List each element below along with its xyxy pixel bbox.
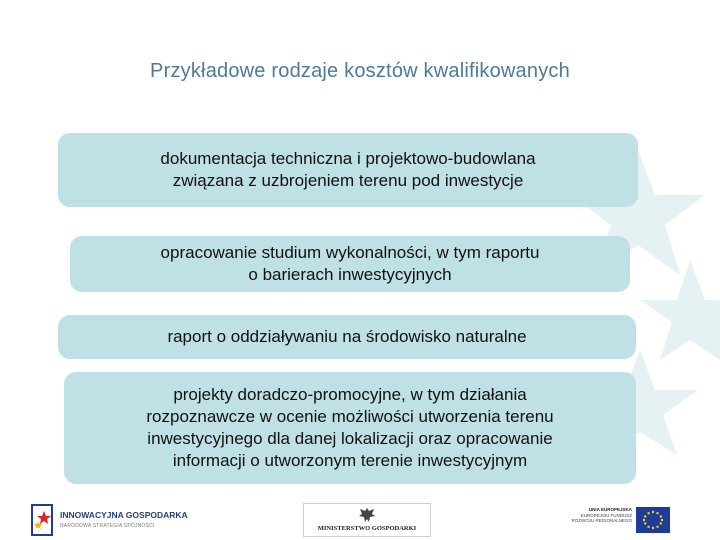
eu-logo-line2: EUROPEJSKI FUNDUSZ	[580, 512, 632, 518]
cost-item-text: raport o oddziaływaniu na środowisko naturalne	[167, 327, 527, 346]
cost-item-text: dokumentacja techniczna i projektowo-budowlana związana z uzbrojeniem terenu pod inwestycje	[160, 149, 536, 190]
ig-logo-subtitle: NARODOWA STRATEGIA SPÓJNOŚCI	[60, 523, 155, 529]
cost-item-technical-documentation	[58, 133, 638, 207]
cost-item-environmental-report	[58, 315, 636, 359]
eagle-emblem-icon	[357, 506, 377, 524]
eu-logo-line3: ROZWOJU REGIONALNEGO	[571, 518, 632, 523]
cost-item-text: opracowanie studium wykonalności, w tym raportu o barierach inwestycyjnych	[160, 243, 540, 284]
page-title: Przykładowe rodzaje kosztów kwalifikowanych	[150, 60, 570, 82]
eu-flag-icon	[636, 507, 670, 533]
ig-emblem-icon	[30, 503, 56, 537]
eu-logo-line1: UNIA EUROPEJSKA	[588, 507, 632, 512]
eu-logo-text	[570, 507, 632, 524]
cost-item-feasibility-study	[70, 236, 630, 292]
cost-item-text: projekty doradczo-promocyjne, w tym działania rozpoznawcze w ocenie możliwości utworzenia terenu inwestycyjnego dla danej lokalizacji oraz opracowanie informacji o utworzonym terenie inwestycyjnym	[146, 385, 554, 470]
innowacyjna-gospodarka-logo	[30, 503, 220, 537]
ministry-logo-text: MINISTERSTWO GOSPODARKI	[317, 525, 417, 532]
eu-logo	[570, 507, 670, 535]
ministry-logo	[303, 503, 431, 537]
footer-logos	[0, 495, 720, 540]
cost-item-promotional-projects	[64, 372, 636, 484]
ig-logo-title: INNOWACYJNA GOSPODARKA	[60, 510, 188, 520]
